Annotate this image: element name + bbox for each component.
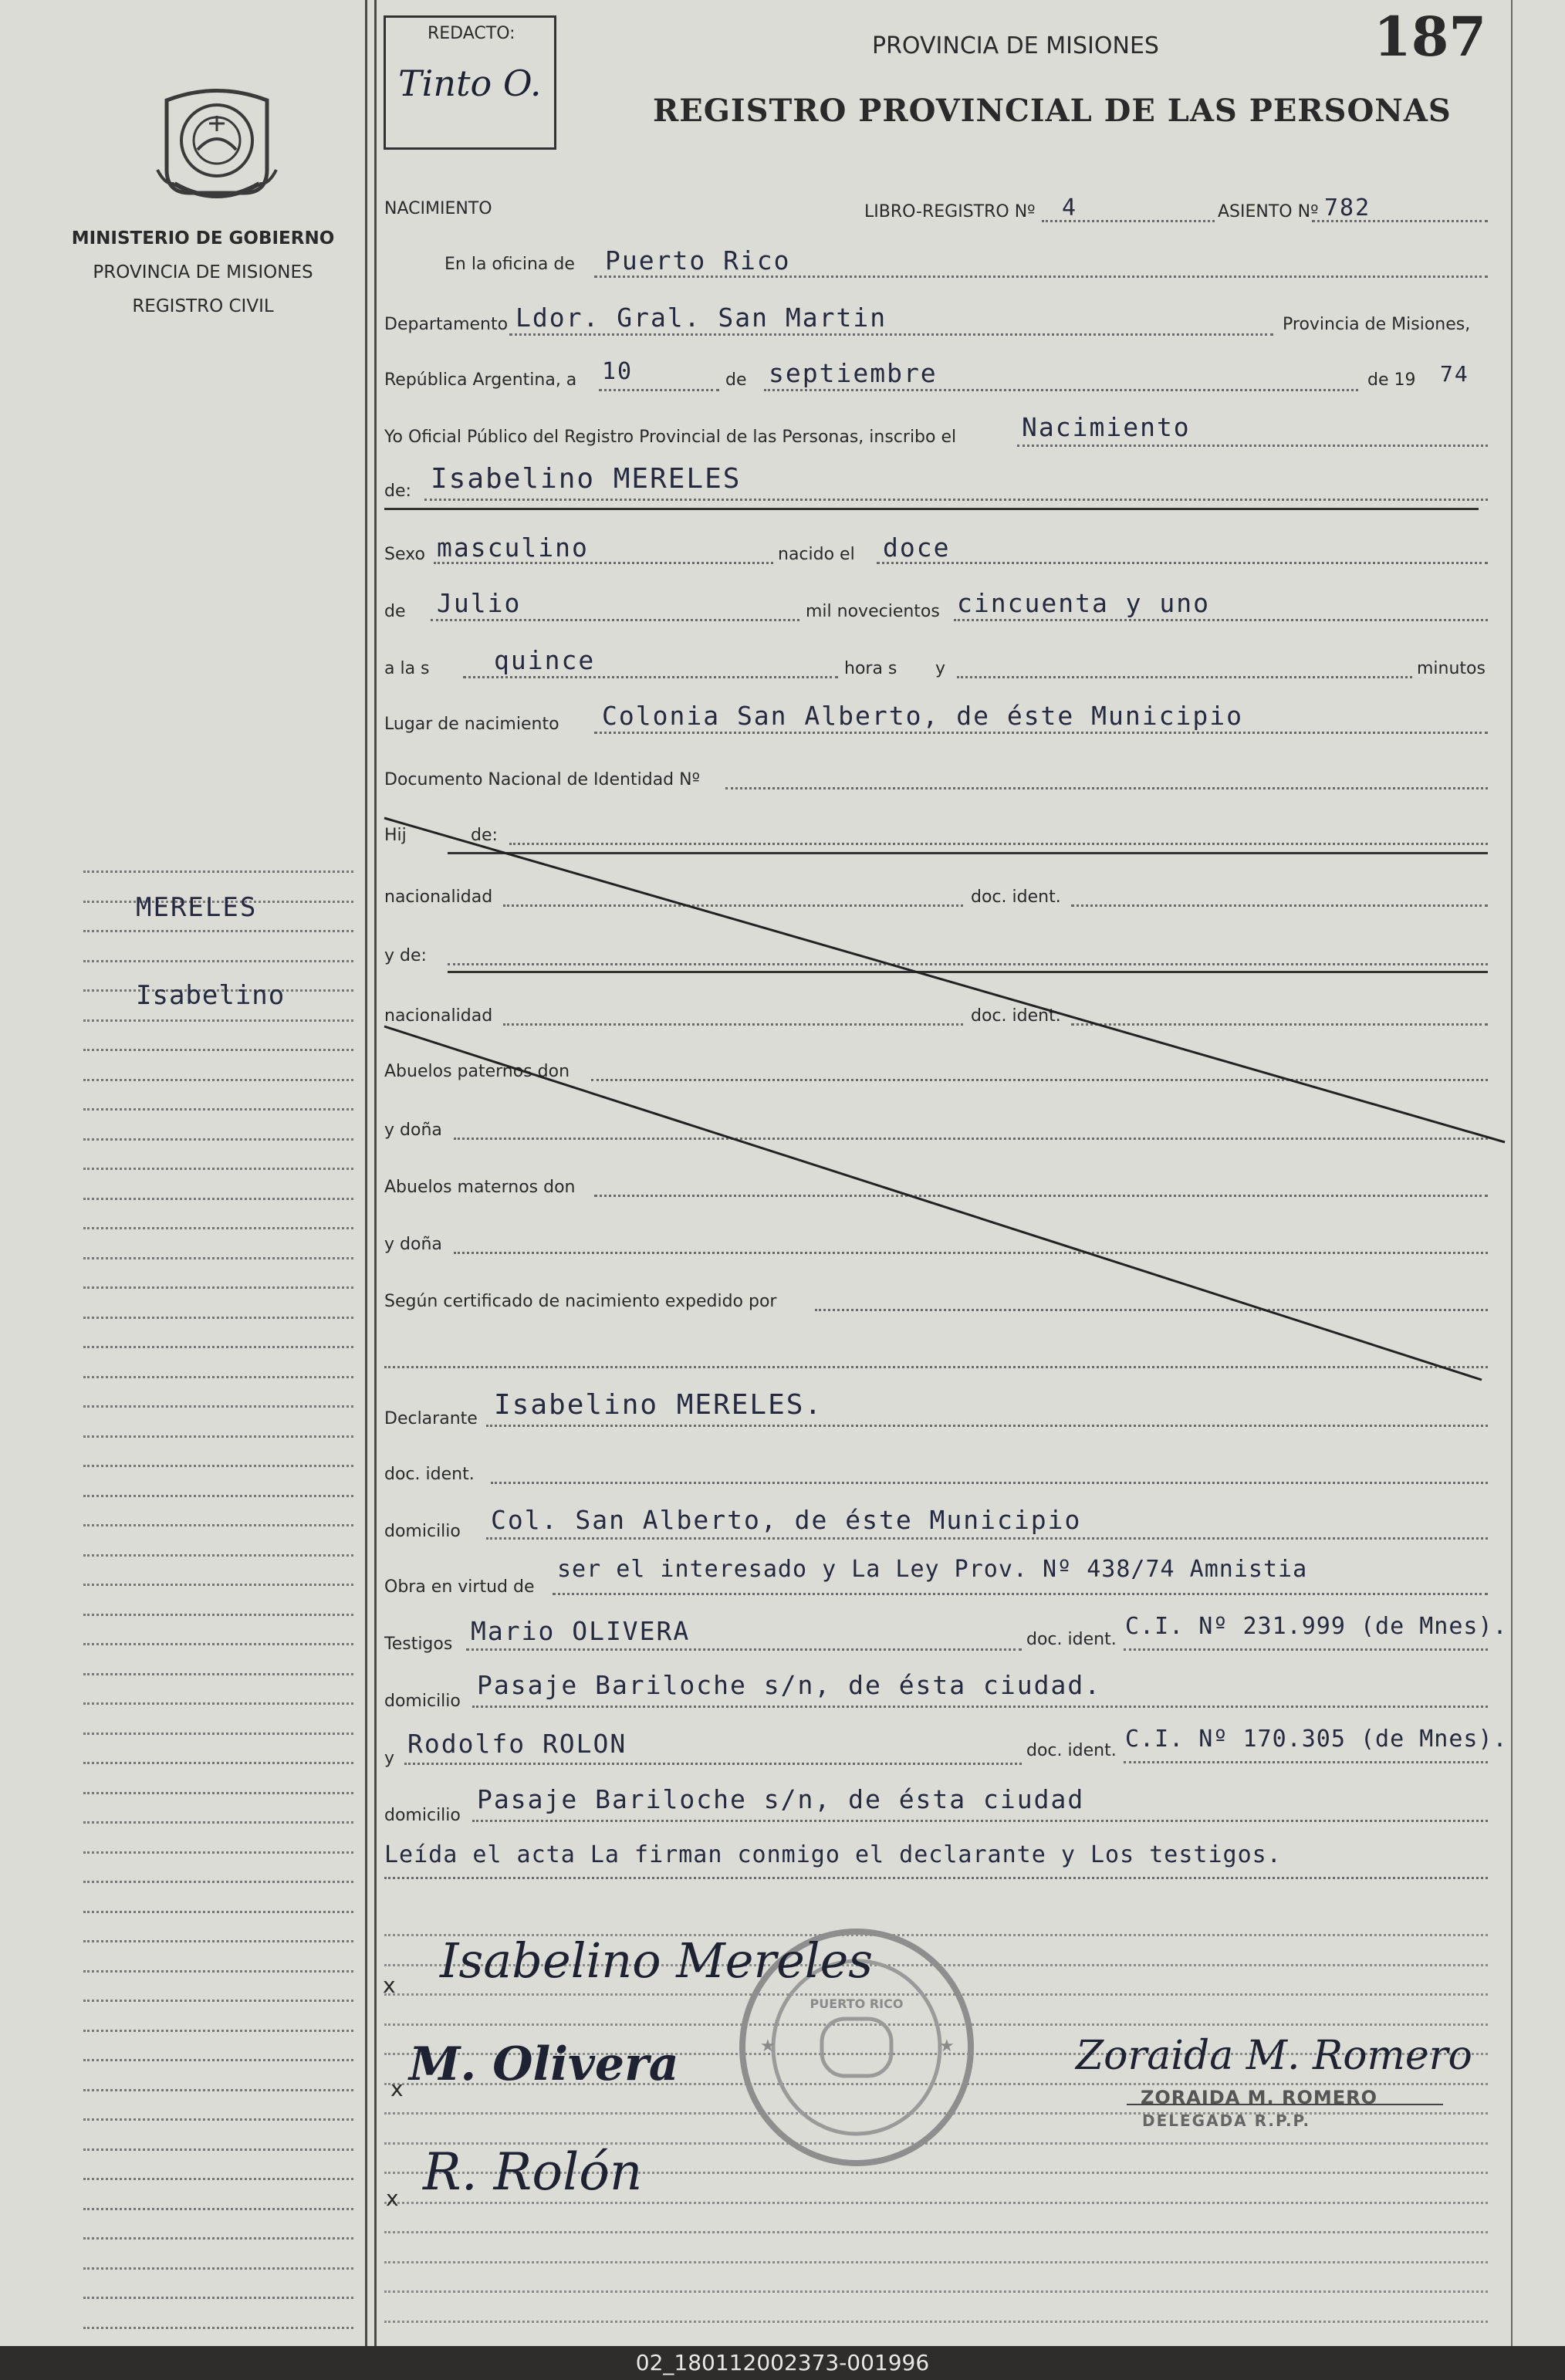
month-value: septiembre <box>769 358 938 388</box>
act-type-label: NACIMIENTO <box>384 199 492 218</box>
sexo-value: masculino <box>437 532 589 563</box>
margin-surname: MERELES <box>136 892 258 923</box>
testigo1-dom: Pasaje Bariloche s/n, de ésta ciudad. <box>477 1670 1102 1700</box>
doc-ident-label: doc. ident. <box>971 887 1061 907</box>
inscribo-value: Nacimiento <box>1022 412 1191 442</box>
redacto-label: REDACTO: <box>428 24 515 43</box>
year-label: de 19 <box>1367 370 1416 390</box>
nacido-label: nacido el <box>778 545 855 564</box>
testigo1-doc: C.I. Nº 231.999 (de Mnes). <box>1125 1613 1508 1640</box>
domicilio2-label: domicilio <box>384 1692 461 1711</box>
nacionalidad-label: nacionalidad <box>384 887 493 907</box>
abuelos-paternos-label: Abuelos paternos don <box>384 1062 570 1081</box>
officer-title-stamp: DELEGADA R.P.P. <box>1142 2111 1311 2130</box>
oficina-label: En la oficina de <box>444 255 575 274</box>
testigo2-value: Rodolfo ROLON <box>407 1729 627 1759</box>
testigo1-signature: M. Olivera <box>409 2037 679 2091</box>
domicilio-value: Col. San Alberto, de éste Municipio <box>491 1505 1082 1535</box>
doc-ident5-label: doc. ident. <box>1026 1741 1117 1760</box>
declarante-signature: Isabelino Mereles <box>440 1932 874 1989</box>
oficina-value: Puerto Rico <box>605 245 791 276</box>
doc-ident2-label: doc. ident. <box>971 1006 1061 1026</box>
testigo2-signature: R. Rolón <box>423 2142 643 2202</box>
signature-ruled-line <box>384 2202 1488 2204</box>
lugar-label: Lugar de nacimiento <box>384 715 559 734</box>
margin-given-name: Isabelino <box>136 980 286 1011</box>
province-heading: PROVINCIA DE MISIONES <box>872 32 1159 59</box>
person-de-label: de: <box>384 482 411 501</box>
libro-label: LIBRO-REGISTRO Nº <box>864 202 1036 221</box>
stamp-center-text: PUERTO RICO <box>810 1996 904 2011</box>
birth-month-value: Julio <box>437 588 522 618</box>
year-value: 74 <box>1440 361 1469 387</box>
sexo-label: Sexo <box>384 545 425 564</box>
libro-value: 4 <box>1062 194 1078 221</box>
mil-novecientos-label: mil novecientos <box>806 602 940 621</box>
hijo-label: Hij <box>384 826 407 845</box>
hijo-de-label: de: <box>471 826 498 845</box>
asiento-label: ASIENTO Nº <box>1218 202 1319 221</box>
signature-ruled-line <box>384 2231 1488 2233</box>
certificado-label: Según certificado de nacimiento expedido por <box>384 1292 777 1311</box>
domicilio3-label: domicilio <box>384 1806 461 1825</box>
birth-year-value: cincuenta y uno <box>957 588 1211 618</box>
doc-ident3-label: doc. ident. <box>384 1465 475 1484</box>
day-value: 10 <box>602 358 634 385</box>
a-las-label: a la s <box>384 659 430 678</box>
closing-statement: Leída el acta La firman conmigo el declarante y Los testigos. <box>384 1841 1282 1868</box>
image-id-footer: 02_180112002373-001996 <box>0 2346 1565 2380</box>
testigos-label: Testigos <box>384 1635 453 1654</box>
y2-label: y <box>384 1749 395 1768</box>
civil-registry-heading: REGISTRO CIVIL <box>132 296 274 316</box>
svg-text:★: ★ <box>760 2037 776 2056</box>
testigo2-dom: Pasaje Bariloche s/n, de ésta ciudad <box>477 1784 1085 1814</box>
month-de-label: de <box>725 370 747 390</box>
y-de-label: y de: <box>384 946 427 965</box>
lugar-value: Colonia San Alberto, de éste Municipio <box>602 701 1243 731</box>
left-province-heading: PROVINCIA DE MISIONES <box>93 262 313 282</box>
svg-text:★: ★ <box>939 2037 955 2056</box>
republica-label: República Argentina, a <box>384 370 577 390</box>
person-value: Isabelino MERELES <box>431 463 742 495</box>
asiento-value: 782 <box>1324 194 1371 221</box>
testigo2-doc: C.I. Nº 170.305 (de Mnes). <box>1125 1726 1508 1753</box>
y-dona2-label: y doña <box>384 1235 442 1254</box>
y-minutes-label: y <box>935 659 946 678</box>
oficial-text: Yo Oficial Público del Registro Provincial de las Personas, inscribo el <box>384 428 957 447</box>
birth-month-de-label: de <box>384 602 406 621</box>
officer-signature: Zoraida M. Romero <box>1076 2033 1472 2079</box>
ministry-heading: MINISTERIO DE GOBIERNO <box>71 228 335 248</box>
signature-ruled-line <box>384 2290 1488 2293</box>
declarante-label: Declarante <box>384 1409 478 1428</box>
redacto-value: Tinto O. <box>398 63 542 104</box>
testigo1-value: Mario OLIVERA <box>471 1616 691 1646</box>
nacionalidad2-label: nacionalidad <box>384 1006 493 1026</box>
signature-ruled-line <box>384 2321 1488 2323</box>
document-page: REDACTO: Tinto O. PROVINCIA DE MISIONES 187 REGISTRO PROVINCIAL DE LAS PERSONAS MINISTERIO DE GOBIERNO PROVINCIA DE MISIONES REGISTRO CIVIL MERELES Isabelino NACIMIENTO LIBRO-REGISTRO Nº 4 ASIENTO Nº 782 En la oficina de Puerto Rico Departamento Ldor. Gral. San Martin Provincia de Misiones, República Argentina, a 10 de septiembre de 19 74 Yo Oficial Público del Registro Provincial de las Personas, inscribo el Nacimiento de: Isabelino MERELES Sexo masculino nacido el doce de Julio mil novecientos cincuenta y uno a la s quince hora s y minutos Lugar de nacimiento Colonia San Alberto, de éste Municipio Documento Nacional de Identidad Nº Hij de: nacionalidad doc. ident. y de: nacionalidad doc. ident. Abuelos paternos don y doña Abuelos maternos don y doña Según certificado de nacimiento expedido por Declarante Isabelino MERELES. doc. ident. domicilio Col. San Alberto, de éste Municipio Obra en virtud de ser el interesado y La Ley Prov. Nº 438/74 Amnistia Testigos Mario OLIVERA doc. ident. C.I. Nº 231.999 (de Mnes). domicilio Pasaje Bariloche s/n, de ésta ciudad. y Rodolfo ROLON doc. ident. C.I. Nº 170.305 (de Mnes). domicilio Pasaje Bariloche s/n, de ésta ciudad Leída el acta La firman conmigo el declarante y Los testigos. PUERTO RICO ★ ★ x Isabelino Mereles x M. Olivera x R. Rolón Zoraida M. Romero ZORAIDA M. ROMERO DELEGADA R.P.P. <box>0 0 1565 2346</box>
hour-value: quince <box>494 645 596 675</box>
declarante-value: Isabelino MERELES. <box>494 1389 823 1421</box>
departamento-label: Departamento <box>384 315 509 334</box>
doc-ident4-label: doc. ident. <box>1026 1630 1117 1649</box>
obra-label: Obra en virtud de <box>384 1577 535 1597</box>
domicilio-label: domicilio <box>384 1522 461 1541</box>
departamento-value: Ldor. Gral. San Martin <box>515 303 887 333</box>
obra-value: ser el interesado y La Ley Prov. Nº 438/74 Amnistia <box>557 1556 1308 1583</box>
minutos-label: minutos <box>1417 659 1486 678</box>
abuelos-maternos-label: Abuelos maternos don <box>384 1178 576 1197</box>
dni-label: Documento Nacional de Identidad Nº <box>384 770 700 789</box>
registry-title: REGISTRO PROVINCIAL DE LAS PERSONAS <box>653 93 1452 129</box>
nacido-value: doce <box>883 532 951 563</box>
page-number: 187 <box>1374 5 1487 69</box>
provincia-suffix: Provincia de Misiones, <box>1283 315 1471 334</box>
signature-ruled-line <box>384 2261 1488 2263</box>
officer-name-stamp: ZORAIDA M. ROMERO <box>1141 2087 1378 2108</box>
horas-label: hora s <box>844 659 897 678</box>
y-dona-label: y doña <box>384 1121 442 1140</box>
